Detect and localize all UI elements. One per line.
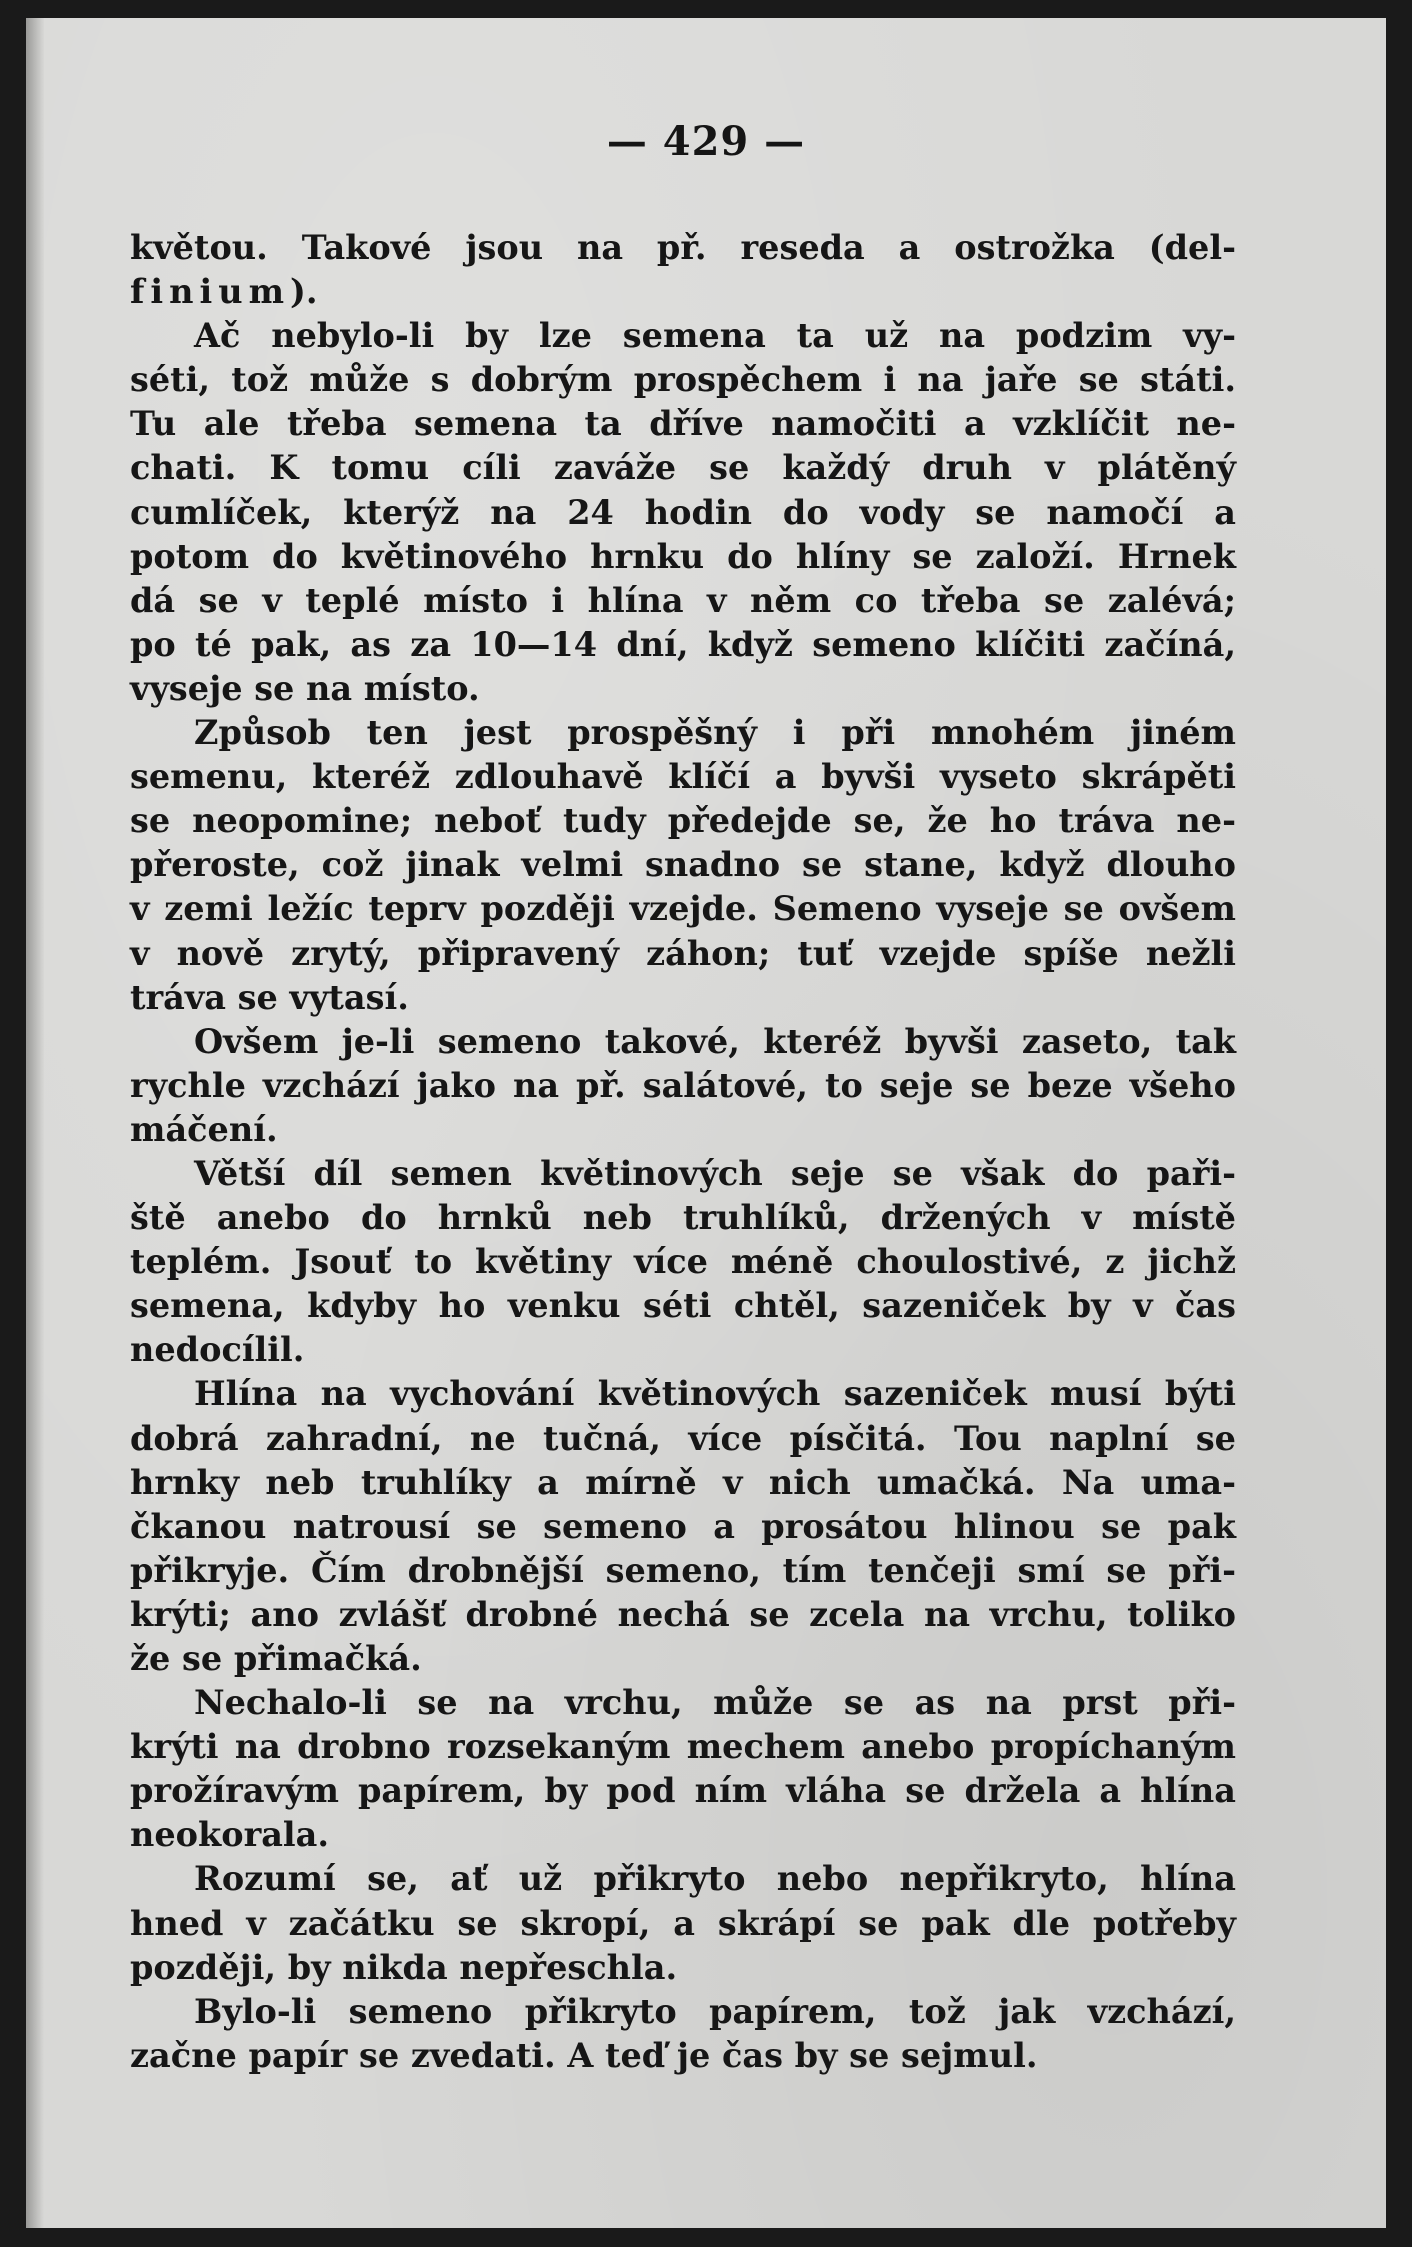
text-line: potom do květinového hrnku do hlíny se založí. Hrnek	[130, 536, 1236, 576]
text-line: rychle vzchází jako na př. salátové, to seje se beze všeho	[130, 1065, 1236, 1105]
text-line: teplém. Jsouť to květiny více méně choulostivé, z jichž	[130, 1242, 1236, 1282]
text-line: hrnky neb truhlíky a mírně v nich umačká. Na uma-	[130, 1462, 1236, 1502]
text-line: semenu, kteréž zdlouhavě klíčí a byvši vyseto skrápěti	[130, 757, 1236, 797]
text-line: dá se v teplé místo i hlína v něm co třeba se zalévá;	[130, 580, 1236, 620]
text-line: Větší díl semen květinových seje se však do paři-	[194, 1153, 1236, 1193]
text-line: hned v začátku se skropí, a skrápí se pak dle potřeby	[130, 1903, 1236, 1943]
text-line: čkanou natrousí se semeno a prosátou hlinou se pak	[130, 1506, 1236, 1546]
text-line: Rozumí se, ať už přikryto nebo nepřikryto, hlína	[194, 1859, 1236, 1899]
text-line: v zemi ležíc teprv později vzejde. Semeno vyseje se ovšem	[130, 889, 1236, 929]
text-line: Způsob ten jest prospěšný i při mnohém jiném	[194, 713, 1236, 753]
text-line: Bylo-li semeno přikryto papírem, tož jak vzchází,	[194, 1991, 1236, 2031]
page-shadow-edge	[26, 18, 44, 2228]
text-line: séti, tož může s dobrým prospěchem i na jaře se státi.	[130, 360, 1236, 400]
text-line: tráva se vytasí.	[130, 977, 409, 1017]
emphasized-term: finium	[130, 272, 291, 312]
text-line: v nově zrytý, připravený záhon; tuť vzejde spíše nežli	[130, 933, 1236, 973]
paragraph	[130, 711, 1236, 1020]
text-line: začne papír se zvedati. A teď je čas by se sejmul.	[130, 2035, 1038, 2075]
paragraph	[130, 1990, 1236, 2078]
text-line: že se přimačká.	[130, 1639, 422, 1678]
text-line: Tu ale třeba semena ta dříve namočiti a vzklíčit ne-	[130, 404, 1236, 444]
text-line: krýti; ano zvlášť drobné nechá se zcela na vrchu, toliko	[130, 1594, 1236, 1634]
text-line: dobrá zahradní, ne tučná, více písčitá. Tou naplní se	[130, 1418, 1236, 1458]
paragraph	[130, 1372, 1236, 1681]
paragraph	[130, 1020, 1236, 1152]
text-line: krýti na drobno rozsekaným mechem anebo propíchaným	[130, 1727, 1236, 1767]
paragraph	[130, 226, 1236, 314]
paragraph	[130, 1857, 1236, 1989]
text-line: máčení.	[130, 1109, 278, 1149]
text-line: přikryje. Čím drobnější semeno, tím tenčeji smí se při-	[130, 1550, 1236, 1590]
text-line: prožíravým papírem, by pod ním vláha se držela a hlína	[130, 1771, 1236, 1811]
text-line: květou. Takové jsou na př. reseda a ostrožka (del-	[130, 228, 1236, 267]
paragraph	[130, 1152, 1236, 1372]
page-number: — 429 —	[606, 118, 806, 165]
text-line: vyseje se na místo.	[130, 668, 480, 708]
text-line: finium).	[130, 272, 318, 312]
text-line: chati. K tomu cíli zaváže se každý druh v plátěný	[130, 448, 1236, 488]
text-line: cumlíček, kterýž na 24 hodin do vody se namočí a	[130, 492, 1236, 532]
text-line: neokorala.	[130, 1815, 330, 1855]
text-line: po té pak, as za 10—14 dní, když semeno klíčiti začíná,	[130, 624, 1236, 664]
paragraph	[130, 314, 1236, 711]
text-line: nedocílil.	[130, 1330, 305, 1370]
body-text	[130, 226, 1236, 2078]
book-page	[26, 18, 1386, 2228]
text-line: Ač nebylo-li by lze semena ta už na podzim vy-	[194, 316, 1236, 356]
text-line: ště anebo do hrnků neb truhlíků, držených v místě	[130, 1198, 1236, 1238]
text-line: se neopomine; neboť tudy předejde se, že ho tráva ne-	[130, 801, 1236, 841]
paragraph	[130, 1681, 1236, 1857]
text-line: Nechalo-li se na vrchu, může se as na prst při-	[194, 1683, 1236, 1723]
text-line: přeroste, což jinak velmi snadno se stane, když dlouho	[130, 845, 1236, 885]
text-line: Ovšem je-li semeno takové, kteréž byvši zaseto, tak	[194, 1021, 1236, 1061]
text-line: Hlína na vychování květinových sazeniček musí býti	[194, 1374, 1236, 1414]
text-line: semena, kdyby ho venku séti chtěl, sazeniček by v čas	[130, 1286, 1236, 1326]
text-line: později, by nikda nepřeschla.	[130, 1947, 678, 1987]
